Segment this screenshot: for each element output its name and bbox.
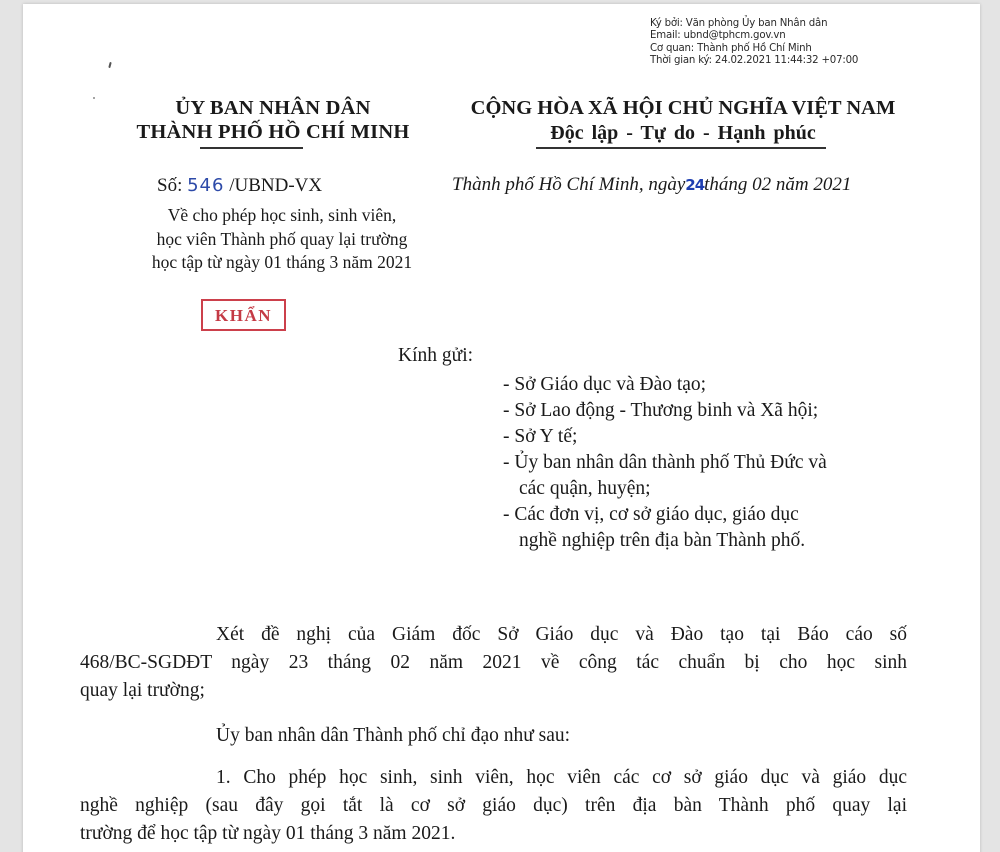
- document-number-suffix: /UBND-VX: [224, 175, 323, 196]
- body-paragraph-3: [80, 764, 907, 848]
- scan-speck: [108, 62, 111, 68]
- recipients-label: Kính gửi:: [398, 345, 474, 366]
- digital-signature-block: [650, 18, 858, 68]
- recipients-list: [503, 372, 903, 554]
- scan-speck: [93, 97, 95, 99]
- recipient-item: - Sở Y tế;: [503, 426, 578, 447]
- org-underline: [200, 147, 303, 149]
- national-title: CỘNG HÒA XÃ HỘI CHỦ NGHĨA VIỆT NAM: [470, 97, 896, 119]
- paragraph-line: Xét đề nghị của Giám đốc Sở Giáo dục và Đào tạo tại Báo cáo số: [216, 624, 907, 645]
- paragraph-line: 1. Cho phép học sinh, sinh viên, học viên các cơ sở giáo dục và giáo dục: [216, 767, 907, 788]
- national-motto: Độc lập - Tự do - Hạnh phúc: [550, 122, 816, 144]
- recipient-item-continuation: nghề nghiệp trên địa bàn Thành phố.: [519, 530, 806, 551]
- paragraph-line: 468/BC-SGDĐT ngày 23 tháng 02 năm 2021 về công tác chuẩn bị cho học sinh: [80, 652, 907, 673]
- subject-line: Về cho phép học sinh, sinh viên,: [167, 205, 397, 225]
- signature-signer: Ký bởi: Văn phòng Ủy ban Nhân dân: [650, 18, 828, 29]
- org-line-2: THÀNH PHỐ HỒ CHÍ MINH: [136, 121, 410, 143]
- document-number-prefix: Số:: [157, 175, 188, 196]
- body-paragraph-2: [80, 722, 907, 750]
- date-prefix: Thành phố Hồ Chí Minh, ngày: [452, 174, 686, 195]
- recipient-item: - Các đơn vị, cơ sở giáo dục, giáo dục: [503, 504, 799, 525]
- issuing-organization: [117, 96, 429, 144]
- date-day-handwritten: 24: [685, 176, 705, 194]
- document-page: [23, 4, 980, 852]
- signature-email: Email: ubnd@tphcm.gov.vn: [650, 30, 786, 42]
- document-date: [452, 173, 851, 197]
- signature-agency: Cơ quan: Thành phố Hồ Chí Minh: [650, 42, 812, 54]
- recipient-item-continuation: các quận, huyện;: [519, 478, 651, 499]
- recipient-item: - Ủy ban nhân dân thành phố Thủ Đức và: [503, 452, 827, 473]
- motto-underline: [536, 147, 826, 149]
- recipient-item: - Sở Giáo dục và Đào tạo;: [503, 374, 707, 395]
- paragraph-line: quay lại trường;: [80, 680, 205, 701]
- document-number: [157, 174, 322, 198]
- paragraph-line: nghề nghiệp (sau đây gọi tắt là cơ sở giáo dục) trên địa bàn Thành phố quay lại: [80, 795, 907, 816]
- signature-time: Thời gian ký: 24.02.2021 11:44:32 +07:00: [650, 55, 859, 67]
- paragraph-line: trường để học tập từ ngày 01 tháng 3 năm 2021.: [80, 823, 456, 844]
- body-paragraph-1: [80, 621, 907, 705]
- paragraph-line: Ủy ban nhân dân Thành phố chỉ đạo như sau:: [216, 725, 571, 746]
- subject-line: học viên Thành phố quay lại trường: [156, 228, 408, 249]
- document-subject: [117, 204, 447, 275]
- urgent-stamp: KHẨN: [201, 299, 286, 331]
- subject-line: học tập từ ngày 01 tháng 3 năm 2021: [151, 252, 413, 272]
- recipient-item: - Sở Lao động - Thương binh và Xã hội;: [503, 400, 819, 421]
- date-suffix: tháng 02 năm 2021: [704, 174, 852, 195]
- document-number-value: 546: [187, 175, 225, 196]
- org-line-1: ỦY BAN NHÂN DÂN: [175, 97, 371, 119]
